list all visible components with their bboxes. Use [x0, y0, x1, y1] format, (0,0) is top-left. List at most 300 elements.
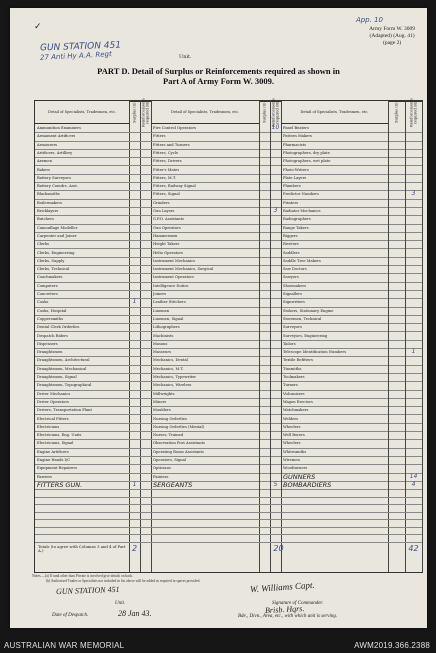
- reinforcement-value: [140, 315, 151, 323]
- specialist-label: Riveters: [283, 242, 299, 247]
- specialist-label: Fitters, Cycle: [153, 150, 179, 155]
- specialist-label: Ammunition Examiners: [37, 126, 81, 130]
- specialist-label: Draughtsmen, Mechanical: [37, 366, 87, 371]
- reinforcement-value: [270, 398, 281, 406]
- reinforcement-value: [140, 124, 151, 132]
- specialist-label: Coppersmiths: [37, 316, 64, 321]
- column-header-specialists: Detail of Specialists, Tradesmen, etc.: [281, 101, 388, 124]
- surplus-value: [129, 282, 140, 290]
- specialist-label: G.P.O. Assistants: [153, 217, 184, 222]
- surplus-value: [388, 207, 405, 215]
- specialist-label: Axemen: [37, 159, 52, 164]
- surplus-value: [259, 298, 270, 306]
- reinforcement-value: [405, 373, 422, 381]
- surplus-value: [388, 232, 405, 240]
- footer-unit-label: Unit.: [115, 601, 126, 606]
- specialist-label: Driver Operators: [37, 399, 69, 404]
- surplus-value: [388, 166, 405, 174]
- reinforcement-value: [270, 406, 281, 414]
- specialist-label: Cooks: [37, 300, 49, 305]
- column-header-reinforcements: Reinforcements required (R): [271, 98, 280, 128]
- surplus-value: [129, 373, 140, 381]
- surplus-value: [388, 390, 405, 398]
- specialist-label: Tinsmiths: [283, 366, 302, 371]
- reinforcement-value: [405, 166, 422, 174]
- surplus-value: [259, 290, 270, 298]
- surplus-value: [388, 323, 405, 331]
- specialist-label: Draughtsmen, Architectural: [37, 358, 90, 363]
- surplus-value: [259, 182, 270, 190]
- surplus-value: [388, 265, 405, 273]
- reinforcement-value: [140, 149, 151, 157]
- reinforcement-value: [405, 340, 422, 348]
- reinforcement-value: [270, 439, 281, 447]
- specialist-label: Moulders: [153, 408, 171, 413]
- specialist-label: Photographers, dry plate: [283, 150, 330, 155]
- specialist-label: Panel Beaters: [283, 126, 309, 130]
- surplus-value: [388, 398, 405, 406]
- reinforcement-value: [405, 240, 422, 248]
- surplus-value: [129, 215, 140, 223]
- surplus-value: [129, 240, 140, 248]
- surplus-value: [129, 439, 140, 447]
- specialist-label: Draughtsmen: [37, 350, 63, 355]
- page-title: [10, 66, 427, 86]
- surplus-value: [129, 456, 140, 464]
- specialist-label: Machinists: [153, 333, 174, 338]
- reinforcement-value: [140, 207, 151, 215]
- specialist-label: Sawyers: [283, 275, 299, 280]
- surplus-value: [129, 141, 140, 149]
- specialist-label: Fitters, Signal: [153, 192, 180, 197]
- surplus-value: [259, 265, 270, 273]
- surplus-value: [129, 423, 140, 431]
- reinforcement-value: [405, 315, 422, 323]
- specialist-label: Opticians: [153, 466, 171, 471]
- reinforcement-value: [270, 298, 281, 306]
- unit-handwritten: GUN STATION 451: [39, 40, 122, 54]
- surplus-value: [388, 307, 405, 315]
- reinforcement-value: [405, 273, 422, 281]
- surplus-value: [129, 207, 140, 215]
- specialist-label: Blacksmiths: [37, 192, 60, 197]
- reinforcement-value: [270, 365, 281, 373]
- reinforcement-value: [405, 356, 422, 364]
- reinforcement-value: [140, 406, 151, 414]
- specialist-label: Saddlers: [283, 250, 300, 255]
- reinforcement-value: [270, 182, 281, 190]
- archive-reference: AWM2019.366.2388: [354, 641, 430, 650]
- reinforcement-value: [140, 132, 151, 140]
- unit-handwritten-2: 27 Anti Hy A.A. Regt: [39, 50, 112, 62]
- specialist-label: Carpenter and Joiner: [37, 233, 77, 238]
- specialist-label: Wagon Erectors: [283, 399, 313, 404]
- surplus-value: [129, 390, 140, 398]
- specialist-label: Turners: [283, 383, 298, 388]
- reinforcement-value: [140, 365, 151, 373]
- surplus-value: [129, 307, 140, 315]
- reinforcement-value: [405, 323, 422, 331]
- reinforcement-value: [405, 448, 422, 456]
- reinforcement-value: [140, 448, 151, 456]
- specialist-label: Plate Layers: [283, 175, 307, 180]
- specialist-label: Predictor Numbers: [283, 192, 319, 197]
- signature-label: Signature of Commander.: [272, 601, 324, 606]
- surplus-value: [388, 456, 405, 464]
- surplus-value: [388, 448, 405, 456]
- reinforcement-value: [270, 340, 281, 348]
- surplus-value: [388, 149, 405, 157]
- note-line: (b) Authorised Trades or Specialists not included in list above will be added as required in spaces provided.: [46, 579, 201, 583]
- specialist-label: Linemen, Signal: [153, 316, 184, 321]
- reinforcement-value: [405, 249, 422, 257]
- column-header-specialists: Detail of Specialists, Tradesmen, etc.: [151, 101, 259, 124]
- reinforcement-value: [405, 406, 422, 414]
- reinforcement-value: [270, 348, 281, 356]
- surplus-value: [259, 373, 270, 381]
- surplus-value: [388, 423, 405, 431]
- surplus-value: [129, 149, 140, 157]
- commander-signature: W. Williams Capt.: [249, 579, 315, 595]
- specialist-label: Toolmakers: [283, 375, 305, 379]
- reinforcement-value: [270, 174, 281, 182]
- reinforcement-value: [140, 340, 151, 348]
- reinforcement-value: [405, 282, 422, 290]
- reinforcement-value: [270, 431, 281, 439]
- reinforcement-value: [140, 456, 151, 464]
- reinforcement-value: [405, 182, 422, 190]
- surplus-value: [388, 373, 405, 381]
- specialist-label: Despatch Riders: [37, 333, 68, 338]
- reinforcement-value: [405, 199, 422, 207]
- reinforcement-value: [270, 423, 281, 431]
- reinforcement-value: [405, 464, 422, 472]
- surplus-value: [259, 207, 270, 215]
- surplus-value: [129, 348, 140, 356]
- surplus-value: [259, 166, 270, 174]
- reinforcement-value: [405, 124, 422, 132]
- reinforcement-value: [270, 273, 281, 281]
- specialist-label: Photographers, wet plate: [283, 159, 331, 164]
- reinforcement-value: [405, 224, 422, 232]
- specialist-label: Welders: [283, 416, 299, 421]
- reinforcement-value: [140, 398, 151, 406]
- specialist-label: Whitesmiths: [283, 449, 307, 454]
- surplus-value: [129, 398, 140, 406]
- specialist-label: Clerks: [37, 242, 50, 247]
- specialist-label: Fitters, Railway Signal: [153, 184, 196, 189]
- column-header-reinforcements: Reinforcements required (R): [405, 101, 422, 124]
- reinforcement-value: [140, 157, 151, 165]
- column-header-specialists: Detail of Specialists, Tradesmen, etc.: [35, 101, 129, 124]
- date-label: Date of Despatch.: [52, 613, 89, 618]
- surplus-value: [129, 323, 140, 331]
- specialist-label: Boilermakers: [37, 200, 63, 205]
- reinforcement-value: [270, 257, 281, 265]
- specialist-label: Shoemakers: [283, 283, 307, 288]
- surplus-value: [259, 199, 270, 207]
- blank-row: [35, 534, 422, 543]
- surplus-value: [388, 406, 405, 414]
- surplus-value: [388, 332, 405, 340]
- surplus-value: [259, 157, 270, 165]
- specialist-label: Instrument Operators: [153, 275, 194, 280]
- specialist-label: Fitters: [153, 134, 166, 139]
- reinforcement-value: [140, 481, 151, 489]
- reinforcement-value: [270, 448, 281, 456]
- form-ref-line: (Adapted) (Aug. 41): [369, 33, 415, 39]
- specialist-label: Wheelers: [283, 441, 301, 446]
- surplus-value: [388, 157, 405, 165]
- surplus-value: [259, 224, 270, 232]
- specialist-label: Wiremen: [283, 458, 300, 462]
- reinforcement-value: [405, 265, 422, 273]
- surplus-value: [388, 240, 405, 248]
- specialist-label: Pharmacists: [283, 142, 307, 147]
- specialist-label: FITTERS GUN.: [37, 480, 83, 489]
- reinforcement-value: [140, 232, 151, 240]
- surplus-value: [259, 464, 270, 472]
- reinforcement-value: [140, 423, 151, 431]
- reinforcement-value: [270, 290, 281, 298]
- total-value: 2: [131, 543, 138, 553]
- reinforcement-value: [405, 390, 422, 398]
- reinforcement-value: [405, 365, 422, 373]
- reinforcement-value: [140, 390, 151, 398]
- specialist-label: Miners: [153, 399, 167, 404]
- unit-label: Unit.: [179, 54, 192, 60]
- surplus-value: [129, 232, 140, 240]
- surplus-value: [129, 273, 140, 281]
- surplus-value: [259, 456, 270, 464]
- reinforcement-value: [405, 381, 422, 389]
- surplus-value: [259, 232, 270, 240]
- surplus-value: [129, 249, 140, 257]
- specialist-label: Fitters, M.T.: [153, 175, 176, 180]
- reinforcement-value: [270, 473, 281, 481]
- note-line: Notes.—(a) If rank other than Private is involved give details on back.: [32, 574, 134, 578]
- reinforcement-value: [140, 415, 151, 423]
- specialist-label: Instrument Mechanics: [153, 258, 196, 263]
- reinforcement-value: [270, 215, 281, 223]
- specialist-label: Linemen: [153, 308, 170, 313]
- surplus-value: [259, 390, 270, 398]
- form-ref-line: (page 2): [382, 40, 402, 46]
- specialist-label: Height Takers: [153, 242, 180, 247]
- surplus-value: [259, 481, 270, 489]
- specialist-label: Fitter's Mates: [153, 167, 180, 172]
- specialist-label: Masons: [153, 341, 168, 346]
- specialist-label: BOMBARDIERS: [283, 480, 332, 489]
- surplus-value: [388, 182, 405, 190]
- reinforcement-value: [405, 132, 422, 140]
- reinforcement-value: [270, 166, 281, 174]
- surplus-value: [129, 381, 140, 389]
- specialist-label: SERGEANTS: [153, 480, 193, 489]
- reinforcement-value: [270, 315, 281, 323]
- specialist-label: Millwrights: [153, 391, 175, 396]
- specialist-label: Leather Stitchers: [153, 300, 186, 305]
- specialist-label: Stokers, Stationary Engine: [283, 308, 334, 313]
- reinforcement-value: [140, 174, 151, 182]
- surplus-value: [259, 323, 270, 331]
- reinforcement-value: [140, 166, 151, 174]
- reinforcement-value: [405, 174, 422, 182]
- surplus-value: [259, 398, 270, 406]
- specialist-label: Operators, Signal: [153, 458, 187, 462]
- reinforcement-value: [270, 282, 281, 290]
- reinforcement-value: [140, 439, 151, 447]
- surplus-value: [388, 290, 405, 298]
- surplus-value: 1: [132, 480, 137, 488]
- surplus-value: [259, 174, 270, 182]
- surplus-value: [259, 282, 270, 290]
- reinforcement-value: [270, 240, 281, 248]
- specialist-label: Nurses, Trained: [153, 433, 184, 438]
- specialist-label: Lithographers: [153, 325, 180, 330]
- surplus-value: 1: [132, 298, 137, 306]
- reinforcement-value: [270, 199, 281, 207]
- reinforcement-value: [270, 149, 281, 157]
- reinforcement-value: [270, 232, 281, 240]
- surplus-value: [388, 439, 405, 447]
- surplus-value: [388, 298, 405, 306]
- specialist-label: Driver Mechanics: [37, 391, 71, 396]
- surplus-value: [388, 124, 405, 132]
- specialist-label: Surveyors: [283, 325, 302, 330]
- surplus-value: [259, 124, 270, 132]
- specialist-label: Armourers: [37, 142, 58, 147]
- reinforcement-value: [140, 199, 151, 207]
- specialist-label: Drivers, Transportation Plant: [37, 408, 93, 413]
- reinforcement-value: [140, 464, 151, 472]
- reinforcement-value: [405, 332, 422, 340]
- specialist-label: Equipment Repairers: [37, 466, 77, 471]
- column-header-surplus: Surplus (S): [259, 101, 270, 124]
- specialist-label: Draughtsmen, Signal: [37, 375, 77, 379]
- reinforcement-value: [140, 332, 151, 340]
- reinforcement-value: 5: [273, 480, 278, 488]
- surplus-value: [259, 340, 270, 348]
- specialist-label: Pattern Makers: [283, 134, 313, 139]
- reinforcement-value: [140, 307, 151, 315]
- specialist-label: Armament Artificers: [37, 134, 76, 139]
- reinforcement-value: [405, 232, 422, 240]
- reinforcement-value: [405, 423, 422, 431]
- reinforcement-value: [270, 307, 281, 315]
- specialist-label: Battery Comdrs. Asst.: [37, 184, 79, 189]
- surplus-value: [129, 124, 140, 132]
- specialist-label: Clerks, Engineering: [37, 250, 75, 255]
- surplus-value: [388, 273, 405, 281]
- surplus-value: [259, 249, 270, 257]
- surplus-value: [259, 149, 270, 157]
- specialist-label: Electricians: [37, 424, 60, 429]
- surplus-value: [129, 365, 140, 373]
- reinforcement-value: [140, 141, 151, 149]
- surplus-value: [129, 257, 140, 265]
- surplus-value: [129, 265, 140, 273]
- reinforcement-value: [405, 298, 422, 306]
- specialist-label: Signwriters: [283, 300, 305, 305]
- specialist-label: Fitters, Drivers: [153, 159, 182, 164]
- surplus-value: [388, 348, 405, 356]
- specialist-label: Nursing Orderlies (Mental): [153, 424, 205, 429]
- surplus-value: [129, 431, 140, 439]
- surplus-value: [259, 356, 270, 364]
- totals-label: Totals (to agree with Columns 3 and 4 of Part A.): [38, 543, 126, 554]
- reinforcement-value: [270, 390, 281, 398]
- specialist-label: Tailors: [283, 341, 296, 346]
- surplus-value: [259, 190, 270, 198]
- specialist-label: Computers: [37, 283, 58, 288]
- surplus-value: [129, 224, 140, 232]
- specialist-label: Nursing Orderlies: [153, 416, 187, 421]
- specialist-label: Saw Doctors: [283, 267, 307, 272]
- reinforcement-value: [140, 273, 151, 281]
- surplus-value: [259, 132, 270, 140]
- reinforcement-value: [405, 215, 422, 223]
- specialist-label: Range Takers: [283, 225, 309, 230]
- reinforcement-value: 10: [271, 124, 280, 131]
- reinforcement-value: [270, 381, 281, 389]
- reinforcement-value: [270, 456, 281, 464]
- specialist-label: Surveyors, Engineering: [283, 333, 328, 338]
- surplus-value: [388, 365, 405, 373]
- reinforcement-value: 3: [273, 207, 278, 214]
- reinforcement-value: [140, 356, 151, 364]
- specialist-label: GUNNERS: [283, 472, 316, 481]
- surplus-value: [388, 190, 405, 198]
- reinforcement-value: [270, 224, 281, 232]
- reinforcement-value: 14: [409, 472, 418, 480]
- specialist-label: Coachmakers: [37, 275, 63, 280]
- specialist-label: Joiners: [153, 292, 167, 296]
- specialist-label: Fire Control Operators: [153, 126, 196, 130]
- specialist-label: Electricians, Eng. Units: [37, 433, 82, 438]
- surplus-value: [129, 182, 140, 190]
- surplus-value: [259, 415, 270, 423]
- surplus-value: [388, 224, 405, 232]
- specialist-label: Bricklayers: [37, 209, 59, 213]
- specialist-label: Instrument Mechanics, Surgical: [153, 267, 214, 272]
- specialist-label: Painters: [153, 474, 169, 479]
- reinforcement-value: [140, 431, 151, 439]
- surplus-value: [259, 423, 270, 431]
- title-line: Part A of Army Form W. 3009.: [163, 76, 274, 86]
- specialist-label: Electricians, Signal: [37, 441, 74, 446]
- specialist-label: Signallers: [283, 292, 302, 296]
- specialist-label: Storemen, Technical: [283, 316, 322, 321]
- column-header-surplus: Surplus (S): [388, 101, 405, 124]
- specialist-label: Farriers: [37, 474, 53, 479]
- specialist-label: Artificers, Artillery: [37, 150, 73, 155]
- surplus-value: [259, 431, 270, 439]
- surplus-value: [129, 157, 140, 165]
- surplus-value: [388, 141, 405, 149]
- surplus-value: [129, 199, 140, 207]
- reinforcement-value: [405, 290, 422, 298]
- form-sheet: [10, 8, 427, 628]
- surplus-value: [259, 473, 270, 481]
- surplus-value: [388, 199, 405, 207]
- surplus-value: [259, 406, 270, 414]
- specialist-label: Saddle Tree Makers: [283, 258, 321, 263]
- title-line: PART D. Detail of Surplus or Reinforcements required as shown in: [97, 66, 340, 76]
- surplus-value: [129, 315, 140, 323]
- specialist-label: Battery Surveyors: [37, 175, 71, 180]
- specialist-label: Observation Post Assistants: [153, 441, 205, 446]
